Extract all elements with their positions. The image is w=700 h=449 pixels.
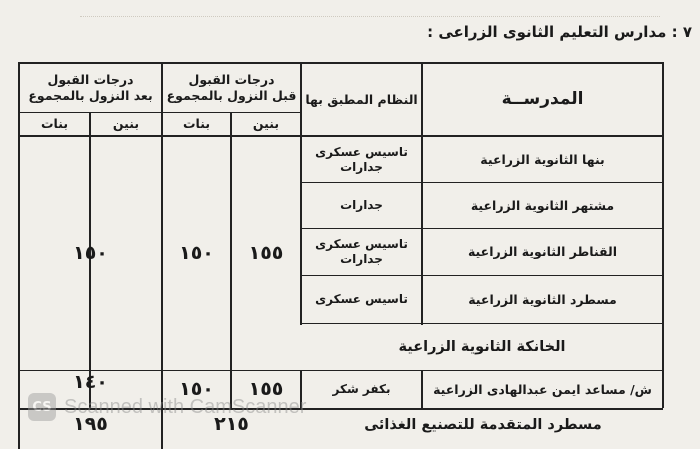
school-name-mostorod-food: مسطرد المتقدمة للتصنيع الغذائى bbox=[364, 416, 602, 433]
score-ayman-before-boys: ١٥٥ bbox=[248, 377, 284, 400]
score-mostorod-food-before: ٢١٥ bbox=[214, 413, 249, 436]
score-before-boys-group: ١٥٥ bbox=[248, 241, 284, 264]
school-name-mostorod: مسطرد الثانوية الزراعية bbox=[468, 291, 617, 307]
school-name-moshtohor: مشتهر الثانوية الزراعية bbox=[470, 197, 615, 213]
score-ayman-after: ١٤٠ bbox=[73, 371, 108, 393]
school-name-qanater: القناطر الثانوية الزراعية bbox=[467, 244, 618, 260]
school-name-ayman: ش/ مساعد ايمن عبدالهادى الزراعية bbox=[433, 381, 652, 397]
camscanner-logo-icon: CS bbox=[28, 393, 56, 421]
header-before-group: درجات القبول قبل النزول بالمجموع bbox=[166, 72, 297, 103]
score-ayman-before-girls: ١٥٠ bbox=[179, 377, 214, 400]
header-after-boys: بنين bbox=[112, 116, 140, 132]
school-name-banha: بنها الثانوية الزراعية bbox=[480, 151, 605, 167]
system-moshtohor: جدارات bbox=[340, 198, 383, 212]
system-ayman: بكفر شكر bbox=[332, 382, 391, 396]
system-banha: تاسيس عسكرى جدارات bbox=[315, 144, 408, 174]
system-mostorod: تاسيس عسكرى bbox=[315, 292, 408, 306]
header-system: النظام المطبق بها bbox=[305, 91, 418, 107]
header-before-girls: بنات bbox=[182, 116, 211, 132]
camscanner-watermark bbox=[28, 393, 306, 421]
table-border-right bbox=[662, 62, 664, 408]
faded-previous-line bbox=[80, 2, 660, 17]
score-before-girls-group: ١٥٠ bbox=[179, 241, 214, 264]
system-qanater: تاسيس عسكرى جدارات bbox=[315, 237, 408, 266]
header-school: المدرســة bbox=[501, 88, 584, 109]
section-heading: ٧ : مدارس التعليم الثانوى الزراعى : bbox=[427, 23, 692, 41]
watermark-text: Scanned with CamScanner bbox=[64, 395, 307, 418]
school-name-khanka: الخانكة الثانوية الزراعية bbox=[398, 338, 566, 355]
header-before-boys: بنين bbox=[252, 116, 280, 132]
header-after-girls: بنات bbox=[40, 116, 69, 132]
header-after-group: درجات القبول بعد النزول بالمجموع bbox=[28, 72, 153, 103]
score-after-group: ١٥٠ bbox=[73, 241, 108, 264]
score-mostorod-food-after: ١٩٥ bbox=[73, 413, 108, 436]
